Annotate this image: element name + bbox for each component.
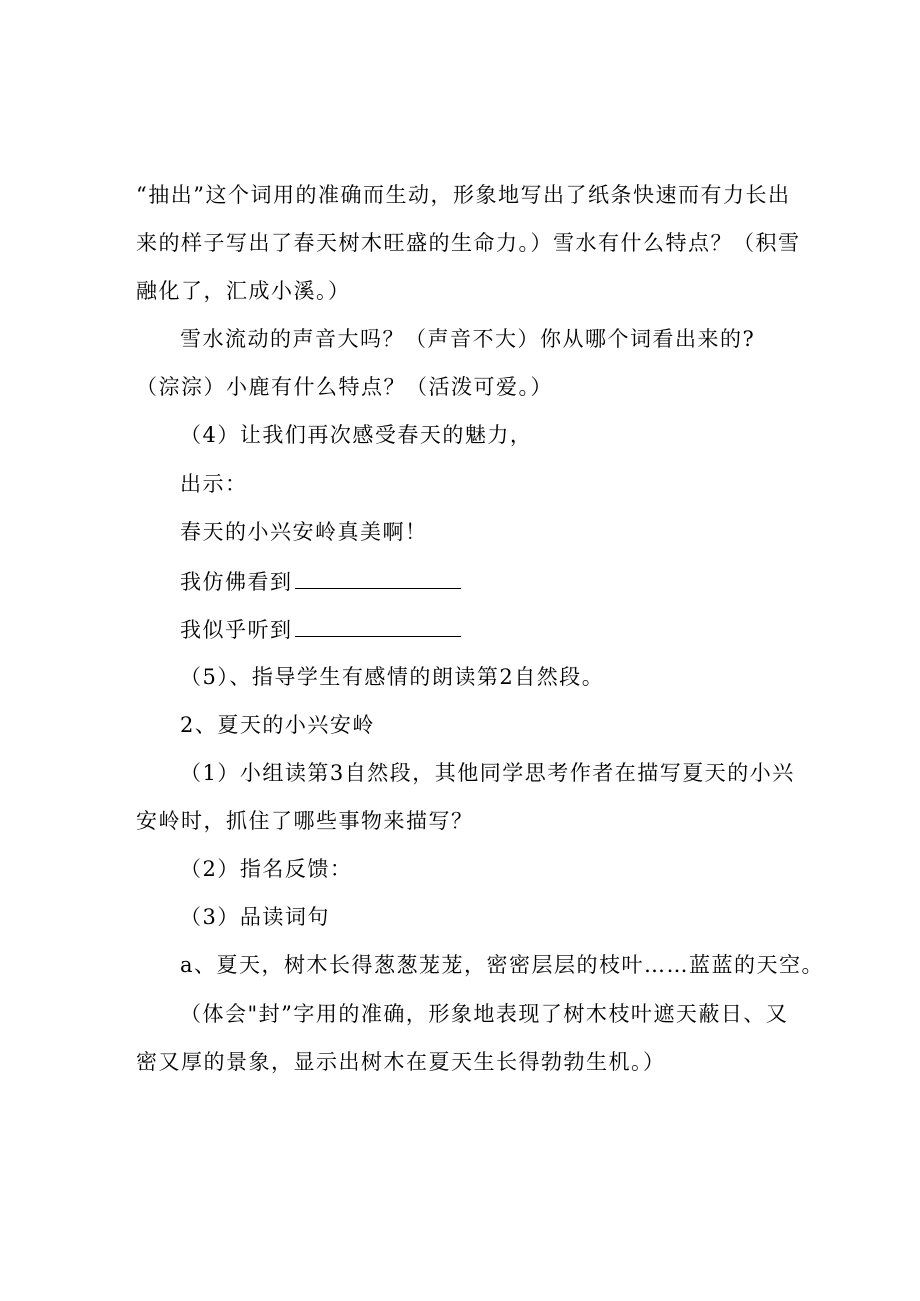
show-label: 出示：: [180, 472, 248, 496]
blank-line: [295, 568, 461, 589]
paragraph-line-3: 融化了，汇成小溪。）: [136, 279, 351, 303]
fill-in-hear: [180, 616, 461, 642]
blank-line: [295, 616, 461, 637]
quote-sentence: a、夏天，树木长得葱葱茏茏，密密层层的枝叶……蓝蓝的天空。: [180, 953, 825, 977]
analysis-line-1: （体会"封”字用的准确，形象地表现了树木枝叶遮天蔽日、又: [180, 1002, 789, 1026]
section-2-step-3: （3）品读词句: [180, 905, 330, 929]
section-2-step-1-line-2: 安岭时，抓住了哪些事物来描写？: [136, 809, 474, 833]
section-2-step-1-line-1: （1）小组读第3自然段，其他同学思考作者在描写夏天的小兴: [180, 761, 795, 785]
fill-in-see: [180, 568, 461, 594]
fill-in-hear-label: 我似乎听到: [180, 618, 293, 642]
analysis-line-2: 密又厚的景象，显示出树木在夏天生长得勃勃生机。）: [136, 1050, 666, 1074]
step-4-heading: （4）让我们再次感受春天的魅力，: [180, 423, 533, 447]
paragraph-line-5: （淙淙）小鹿有什么特点？（活泼可爱。）: [136, 375, 553, 399]
prompt-sentence: 春天的小兴安岭真美啊！: [180, 520, 428, 544]
fill-in-see-label: 我仿佛看到: [180, 570, 293, 594]
paragraph-line-1: “抽出”这个词用的准确而生动，形象地写出了纸条快速而有力长出: [136, 183, 791, 207]
step-5-heading: （5）、指导学生有感情的朗读第2自然段。: [180, 665, 605, 689]
section-2-heading: 2、夏天的小兴安岭: [180, 713, 375, 737]
paragraph-line-2: 来的样子写出了春天树木旺盛的生命力。）雪水有什么特点？（积雪: [136, 231, 801, 255]
paragraph-line-4: 雪水流动的声音大吗？（声音不大）你从哪个词看出来的?: [180, 327, 756, 351]
section-2-step-2: （2）指名反馈：: [180, 857, 353, 881]
